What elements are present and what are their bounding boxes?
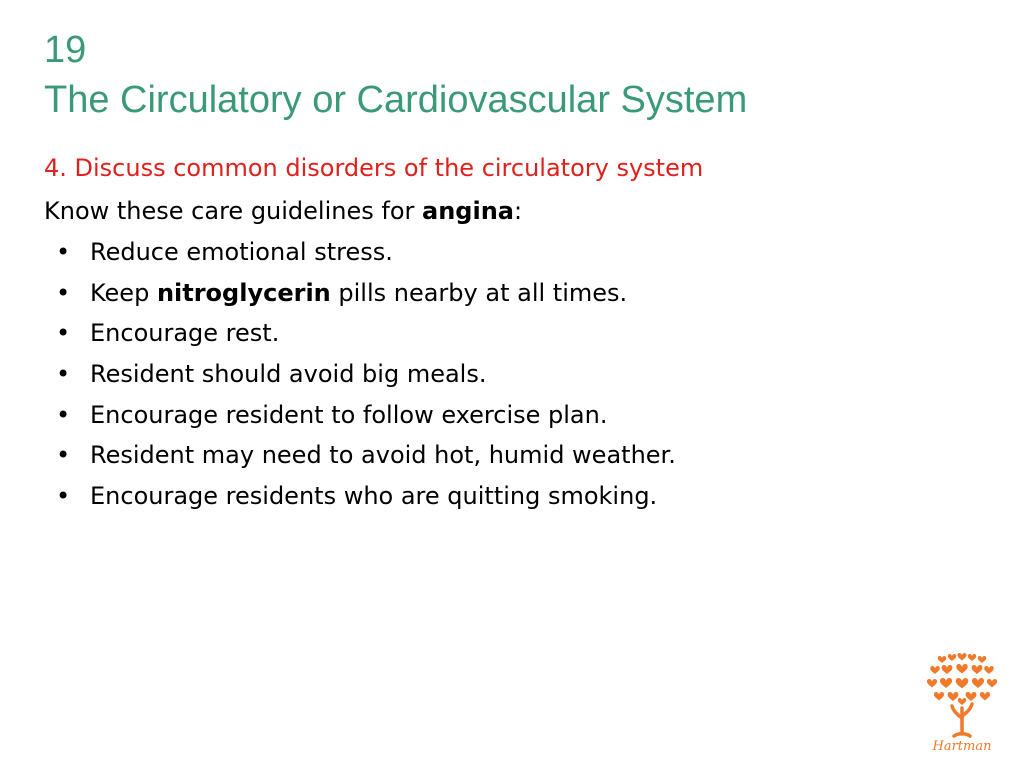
list-item-text: Reduce emotional stress.: [90, 238, 393, 266]
bullet-icon: •: [56, 400, 71, 429]
list-item: [56, 277, 676, 318]
list-item: [56, 399, 676, 440]
list-item: [56, 439, 676, 480]
bullet-icon: •: [56, 441, 71, 470]
bullet-icon: •: [56, 482, 71, 511]
list-item-suffix: pills nearby at all times.: [330, 278, 628, 307]
bullet-icon: •: [56, 278, 71, 307]
list-item-text: Encourage rest.: [90, 319, 280, 348]
list-item: [56, 358, 676, 399]
hartman-logo: [920, 650, 1004, 754]
bullet-icon: •: [56, 238, 71, 266]
list-item-text: Encourage residents who are quitting smoking.: [90, 482, 658, 511]
list-item-text: Resident should avoid big meals.: [90, 360, 487, 389]
intro-prefix: Know these care guidelines for: [44, 197, 422, 225]
intro-suffix: :: [513, 197, 523, 225]
list-item: [56, 317, 676, 358]
list-item-bold-term: nitroglycerin: [156, 278, 331, 307]
bullet-icon: •: [56, 319, 71, 348]
intro-bold-term: angina: [422, 197, 514, 225]
list-item: [56, 480, 676, 521]
learning-objective: 4. Discuss common disorders of the circulatory system: [44, 154, 704, 182]
heart-tree-icon: [920, 650, 1004, 754]
chapter-number: 19: [44, 29, 87, 71]
list-item-text: Encourage resident to follow exercise plan.: [90, 400, 608, 429]
list-item-prefix: Keep: [90, 278, 157, 307]
guideline-list: [56, 236, 676, 521]
bullet-icon: •: [56, 360, 71, 389]
list-item: [56, 236, 676, 277]
chapter-title: The Circulatory or Cardiovascular System: [44, 79, 748, 121]
logo-text: Hartman: [932, 739, 992, 754]
intro-text: [44, 195, 522, 227]
list-item-text: Resident may need to avoid hot, humid weather.: [90, 441, 676, 470]
